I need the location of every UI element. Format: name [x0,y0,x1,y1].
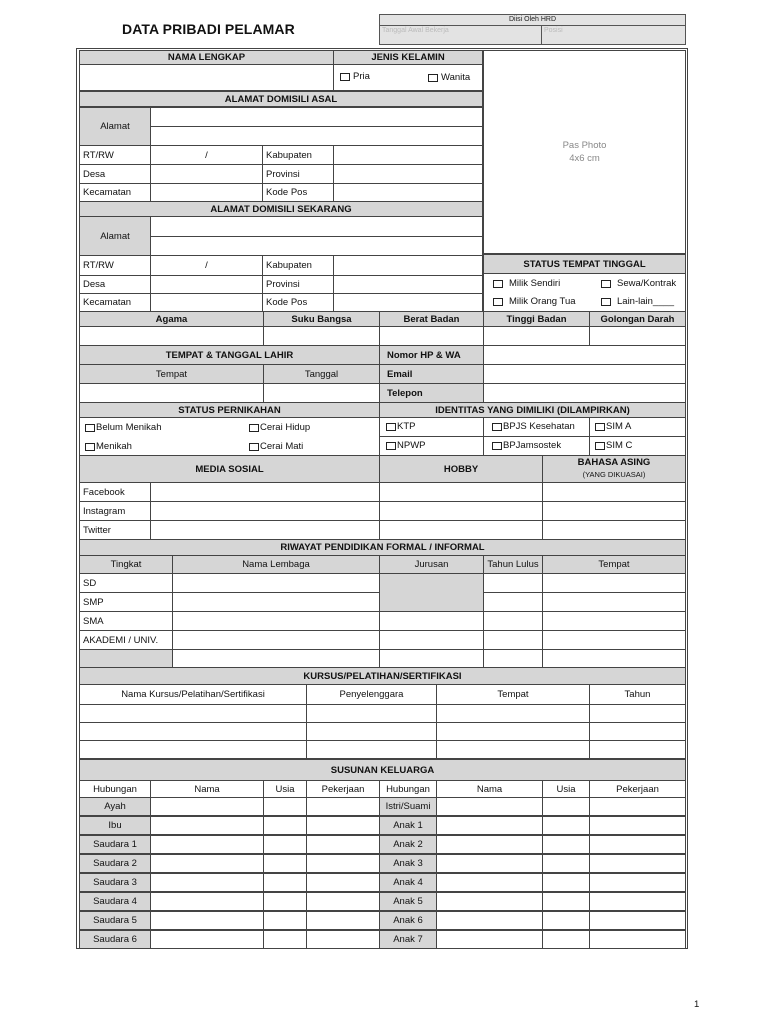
family-name-input[interactable] [436,873,543,892]
family-age-input[interactable] [542,911,590,930]
family-occupation-input[interactable] [306,930,380,949]
education-level-label: SD [79,573,173,593]
marital-married-option[interactable] [85,441,132,452]
birth-date-label: Tanggal [263,364,380,384]
family-relation-label: Ibu [79,816,151,835]
current-provinsi-label: Provinsi [262,275,334,294]
major-header: Jurusan [379,555,484,574]
residence-parents-label: Milik Orang Tua [509,296,576,307]
relation-header: Hubungan [79,780,151,798]
identity-jamsostek-option[interactable] [492,440,561,451]
family-name-input[interactable] [436,930,543,949]
photo-label: Pas Photo [562,140,607,151]
family-occupation-input[interactable] [589,797,686,816]
course-input[interactable] [436,722,590,741]
birth-header: TEMPAT & TANGGAL LAHIR [79,345,380,365]
telephone-input[interactable] [483,383,686,403]
checkbox-icon[interactable] [595,442,605,450]
page-number: 1 [694,999,700,1010]
course-input[interactable] [589,704,686,723]
education-location-input[interactable] [542,630,686,650]
origin-kecamatan-label: Kecamatan [79,183,151,202]
current-kabupaten-label: Kabupaten [262,255,334,276]
telephone-label: Telepon [379,383,484,403]
family-relation-label: Anak 4 [379,873,437,892]
marital-single-option[interactable] [85,422,161,433]
checkbox-icon[interactable] [386,442,396,450]
marital-widowed-label: Cerai Mati [260,441,304,452]
family-age-input[interactable] [263,892,307,911]
institution-input[interactable] [172,592,380,612]
family-occupation-input[interactable] [589,816,686,835]
marital-widowed-option[interactable] [249,441,303,452]
family-occupation-input[interactable] [306,854,380,873]
family-age-input[interactable] [542,892,590,911]
organizer-header: Penyelenggara [306,684,437,705]
course-input[interactable] [79,740,307,759]
residence-own-label: Milik Sendiri [509,278,561,289]
origin-address-line2[interactable] [150,126,483,146]
family-header: SUSUNAN KELUARGA [79,759,686,781]
marital-status-header: STATUS PERNIKAHAN [79,402,380,418]
family-name-input[interactable] [150,892,264,911]
family-occupation-input[interactable] [306,797,380,816]
course-input[interactable] [589,722,686,741]
course-input[interactable] [436,740,590,759]
relation-header: Hubungan [379,780,437,798]
family-name-input[interactable] [150,854,264,873]
residence-rent-label: Sewa/Kontrak [617,278,677,289]
family-name-input[interactable] [150,816,264,835]
gender-male-label: Pria [353,71,370,82]
language-input[interactable] [542,520,686,540]
major-input[interactable] [379,611,484,631]
occupation-header: Pekerjaan [306,780,380,798]
language-header [542,455,686,483]
social-platform-label: Instagram [79,501,151,521]
family-relation-label: Saudara 1 [79,835,151,854]
education-level-label: AKADEMI / UNIV. [79,630,173,650]
family-name-input[interactable] [436,835,543,854]
gender-female-label: Wanita [441,72,471,83]
origin-kabupaten-label: Kabupaten [262,145,334,165]
checkbox-icon[interactable] [249,424,259,432]
start-date-label: Tanggal Awal Bekerja [382,27,449,34]
age-header: Usia [542,780,590,798]
major-input[interactable] [379,630,484,650]
family-relation-label: Ayah [79,797,151,816]
current-address-header: ALAMAT DOMISILI SEKARANG [79,201,483,217]
checkbox-icon[interactable] [249,443,259,451]
identity-npwp-option[interactable] [386,440,426,451]
hobby-input[interactable] [379,482,543,502]
family-age-input[interactable] [263,797,307,816]
education-level-label [79,649,173,668]
course-input[interactable] [306,740,437,759]
weight-header: Berat Badan [379,311,484,327]
checkbox-icon[interactable] [493,280,503,288]
current-kecamatan-label: Kecamatan [79,293,151,312]
identity-header: IDENTITAS YANG DIMILIKI (DILAMPIRKAN) [379,402,686,418]
gender-male-option[interactable] [340,71,370,82]
marital-single-label: Belum Menikah [96,422,162,433]
marital-married-label: Menikah [96,441,132,452]
name-header: Nama [436,780,543,798]
checkbox-icon[interactable] [428,74,438,82]
major-input[interactable] [379,649,484,668]
family-occupation-input[interactable] [589,930,686,949]
family-occupation-input[interactable] [306,911,380,930]
age-header: Usia [263,780,307,798]
email-label: Email [379,364,484,384]
phone-wa-label: Nomor HP & WA [379,345,484,365]
course-input[interactable] [79,722,307,741]
family-name-input[interactable] [150,911,264,930]
height-header: Tinggi Badan [483,311,590,327]
family-age-input[interactable] [263,854,307,873]
institution-input[interactable] [172,611,380,631]
course-input[interactable] [306,704,437,723]
checkbox-icon[interactable] [85,424,95,432]
height-input[interactable] [483,326,590,346]
current-kecamatan-input[interactable] [150,293,263,312]
birth-place-input[interactable] [79,383,264,403]
course-input[interactable] [589,740,686,759]
identity-sima-label: SIM A [606,421,632,432]
origin-kodepos-label: Kode Pos [262,183,334,202]
current-rtrw-label: RT/RW [79,255,151,276]
phone-wa-input[interactable] [483,345,686,365]
institution-input[interactable] [172,573,380,593]
current-address-line1[interactable] [150,216,483,237]
family-relation-label: Anak 1 [379,816,437,835]
family-occupation-input[interactable] [306,816,380,835]
family-name-input[interactable] [436,892,543,911]
graduation-year-input[interactable] [483,592,543,612]
language-input[interactable] [542,501,686,521]
checkbox-icon[interactable] [601,298,611,306]
graduation-year-header: Tahun Lulus [483,555,543,574]
identity-sima-option[interactable] [595,421,631,432]
ethnicity-header: Suku Bangsa [263,311,380,327]
course-input[interactable] [306,722,437,741]
current-desa-input[interactable] [150,275,263,294]
identity-bpjs-option[interactable] [492,421,575,432]
religion-input[interactable] [79,326,264,346]
identity-simc-option[interactable] [595,440,632,451]
course-input[interactable] [79,704,307,723]
origin-kecamatan-input[interactable] [150,183,263,202]
marital-divorced-option[interactable] [249,422,310,433]
current-kodepos-label: Kode Pos [262,293,334,312]
family-name-input[interactable] [150,797,264,816]
checkbox-icon[interactable] [386,423,396,431]
course-year-header: Tahun [589,684,686,705]
family-occupation-input[interactable] [306,873,380,892]
level-header: Tingkat [79,555,173,574]
origin-address-line1[interactable] [150,107,483,127]
education-level-label: SMA [79,611,173,631]
checkbox-icon[interactable] [340,73,350,81]
family-occupation-input[interactable] [589,835,686,854]
social-platform-label: Facebook [79,482,151,502]
position-field[interactable] [542,25,685,44]
hobby-header: HOBBY [379,455,543,483]
identity-divider [379,436,686,437]
form-title: DATA PRIBADI PELAMAR [122,21,295,37]
position-label: Posisi [544,27,563,34]
family-name-input[interactable] [150,930,264,949]
family-name-input[interactable] [436,797,543,816]
marital-status-options [79,417,380,456]
gender-female-option[interactable] [428,72,470,83]
course-name-header: Nama Kursus/Pelatihan/Sertifikasi [79,684,307,705]
family-age-input[interactable] [263,835,307,854]
institution-input[interactable] [172,630,380,650]
checkbox-icon[interactable] [601,280,611,288]
checkbox-icon[interactable] [85,443,95,451]
course-input[interactable] [436,704,590,723]
marital-divorced-label: Cerai Hidup [260,422,311,433]
occupation-header: Pekerjaan [589,780,686,798]
education-header: RIWAYAT PENDIDIKAN FORMAL / INFORMAL [79,539,686,556]
family-occupation-input[interactable] [306,835,380,854]
graduation-year-input[interactable] [483,611,543,631]
graduation-year-input[interactable] [483,630,543,650]
family-relation-label: Anak 5 [379,892,437,911]
family-age-input[interactable] [263,911,307,930]
residence-status-header: STATUS TEMPAT TINGGAL [483,254,686,274]
family-relation-label: Saudara 5 [79,911,151,930]
family-age-input[interactable] [263,816,307,835]
full-name-header: NAMA LENGKAP [79,50,334,65]
family-occupation-input[interactable] [589,911,686,930]
hrd-box [379,14,686,45]
photo-box[interactable] [483,50,686,254]
education-location-input[interactable] [542,649,686,668]
origin-address-label: Alamat [79,107,151,146]
family-name-input[interactable] [436,816,543,835]
family-relation-label: Istri/Suami [379,797,437,816]
identity-ktp-label: KTP [397,421,416,432]
start-date-field[interactable] [380,25,542,44]
origin-desa-input[interactable] [150,164,263,184]
origin-address-header: ALAMAT DOMISILI ASAL [79,91,483,107]
current-desa-label: Desa [79,275,151,294]
family-relation-label: Anak 2 [379,835,437,854]
language-subtitle: (YANG DIKUASAI) [582,470,646,479]
language-title: BAHASA ASING [577,457,651,468]
social-account-input[interactable] [150,501,380,521]
family-occupation-input[interactable] [589,873,686,892]
origin-desa-label: Desa [79,164,151,184]
identity-jamsostek-label: BPJamsostek [503,440,562,451]
origin-rtrw-label: RT/RW [79,145,151,165]
residence-parents-option[interactable] [493,296,576,307]
weight-input[interactable] [379,326,484,346]
current-rtrw-input[interactable] [150,255,263,276]
identity-bpjs-label: BPJS Kesehatan [503,421,575,432]
family-age-input[interactable] [542,797,590,816]
family-relation-label: Saudara 6 [79,930,151,949]
language-input[interactable] [542,482,686,502]
education-level-label: SMP [79,592,173,612]
family-relation-label: Saudara 2 [79,854,151,873]
religion-header: Agama [79,311,264,327]
family-name-input[interactable] [150,835,264,854]
education-location-input[interactable] [542,573,686,593]
origin-rtrw-input[interactable] [150,145,263,165]
residence-status-options [483,273,686,312]
identity-npwp-label: NPWP [397,440,426,451]
blood-type-input[interactable] [589,326,686,346]
origin-kabupaten-input[interactable] [333,145,483,165]
family-occupation-input[interactable] [306,892,380,911]
family-relation-label: Saudara 3 [79,873,151,892]
family-age-input[interactable] [263,930,307,949]
graduation-year-input[interactable] [483,573,543,593]
family-name-input[interactable] [436,911,543,930]
hrd-title: Diisi Oleh HRD [380,15,685,26]
identity-ktp-option[interactable] [386,421,415,432]
family-name-input[interactable] [436,854,543,873]
email-input[interactable] [483,364,686,384]
family-age-input[interactable] [542,930,590,949]
origin-provinsi-input[interactable] [333,164,483,184]
institution-input[interactable] [172,649,380,668]
name-header: Nama [150,780,264,798]
current-kodepos-input[interactable] [333,293,483,312]
hobby-input[interactable] [379,501,543,521]
courses-header: KURSUS/PELATIHAN/SERTIFIKASI [79,667,686,685]
birth-date-input[interactable] [263,383,380,403]
residence-rent-option[interactable] [601,278,676,289]
checkbox-icon[interactable] [492,423,502,431]
gender-header: JENIS KELAMIN [333,50,483,65]
family-age-input[interactable] [542,816,590,835]
social-account-input[interactable] [150,520,380,540]
full-name-input[interactable] [79,64,334,91]
slash: / [205,149,208,161]
family-occupation-input[interactable] [589,854,686,873]
major-disabled-cell [379,573,484,612]
education-location-input[interactable] [542,592,686,612]
family-age-input[interactable] [542,873,590,892]
family-age-input[interactable] [542,854,590,873]
photo-size-label: 4x6 cm [569,153,600,164]
institution-header: Nama Lembaga [172,555,380,574]
family-relation-label: Anak 3 [379,854,437,873]
social-platform-label: Twitter [79,520,151,540]
graduation-year-input[interactable] [483,649,543,668]
course-location-header: Tempat [436,684,590,705]
slash: / [205,260,208,271]
gender-cell [333,64,483,91]
residence-other-option[interactable] [601,296,674,307]
residence-other-label: Lain-lain____ [617,296,675,307]
origin-kodepos-input[interactable] [333,183,483,202]
current-address-line2[interactable] [150,236,483,256]
family-relation-label: Anak 6 [379,911,437,930]
identity-simc-label: SIM C [606,440,633,451]
checkbox-icon[interactable] [492,442,502,450]
checkbox-icon[interactable] [493,298,503,306]
ethnicity-input[interactable] [263,326,380,346]
family-relation-label: Saudara 4 [79,892,151,911]
hobby-input[interactable] [379,520,543,540]
social-media-header: MEDIA SOSIAL [79,455,380,483]
location-header: Tempat [542,555,686,574]
birth-place-label: Tempat [79,364,264,384]
family-age-input[interactable] [542,835,590,854]
family-name-input[interactable] [150,873,264,892]
family-relation-label: Anak 7 [379,930,437,949]
checkbox-icon[interactable] [595,423,605,431]
origin-provinsi-label: Provinsi [262,164,334,184]
current-provinsi-input[interactable] [333,275,483,294]
family-age-input[interactable] [263,873,307,892]
social-account-input[interactable] [150,482,380,502]
residence-own-option[interactable] [493,278,560,289]
blood-type-header: Golongan Darah [589,311,686,327]
current-address-label: Alamat [79,216,151,256]
family-occupation-input[interactable] [589,892,686,911]
current-kabupaten-input[interactable] [333,255,483,276]
education-location-input[interactable] [542,611,686,631]
